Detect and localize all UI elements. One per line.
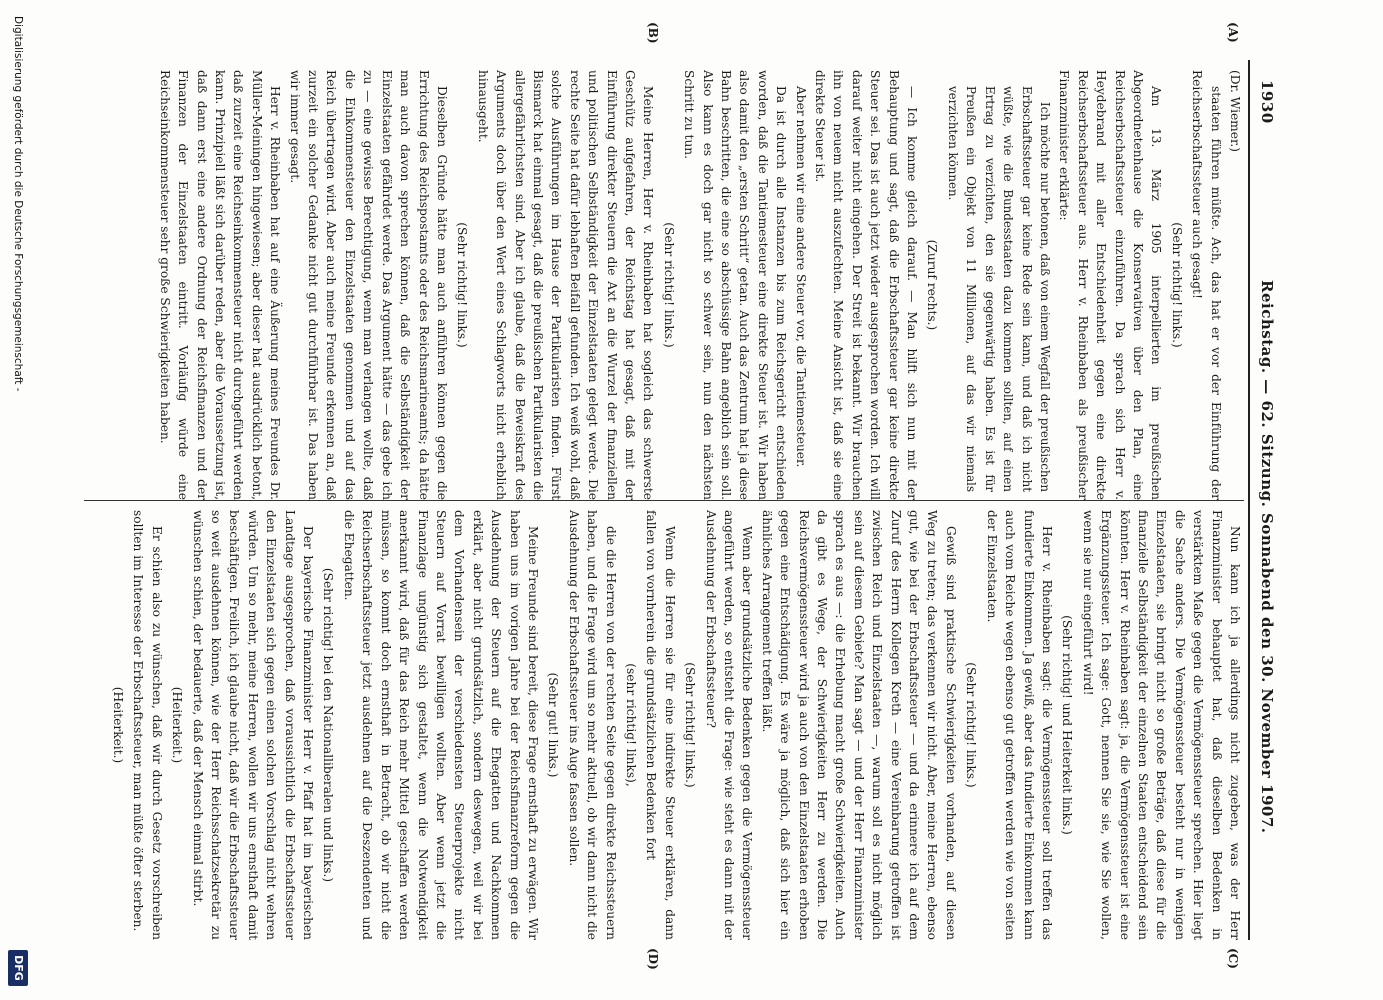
margin-mark-b: (B) xyxy=(646,22,660,44)
paragraph: Wenn aber grundsätzliche Bedenken gegen die Vermögenssteuer angeführt werden, so entsteht die Frage: wie steht es dann mit der Ausdehnung der Erbschaftssteuer? xyxy=(703,510,755,940)
dfg-logo: DFG xyxy=(8,950,28,986)
interjection: (Sehr richtig! und Heiterkeit links.) xyxy=(1060,615,1075,835)
interjection: (Sehr richtig! links.) xyxy=(964,662,979,788)
paragraph: Meine Herren, Herr v. Rheinbaben hat sogleich das schwerste Geschütz aufgefahren, der Reichstag hat gesagt, daß mit der Einführung direkter Steuern die Axt an die Wurzel der finanziellen und politischen Selbständigkeit der Einzelstaaten gelegt werde. Die rechte Seite hat dafür lebhaften Beifall gefunden. Ich weiß wohl, daß solche Ausführungen im Hause der Partikularisten finden. Fürst Bismarck hat einmal gesagt, daß die preußischen Partikularisten die allergefährlichsten sind. Aber ich glaube, daß die Beweiskraft des Arguments doch über den Wert eines Schlagworts nicht erheblich hinausgeht. xyxy=(475,70,656,500)
paragraph: (Dr. Wiemer.) xyxy=(1228,70,1242,153)
paragraph: Am 13. März 1905 interpellierten im preußischen Abgeordnetenhause die Konservativen über den Plan, eine Reichserbschaftssteuer einzuführen. Da sprach sich Herr v. Heydebrand mit aller Entschiedenheit gegen eine direkte Reichserbschaftssteuer aus. Herr v. Rheinbaben als preußischer Finanzminister erklärte: xyxy=(1057,70,1164,500)
interjection: (Sehr richtig! links.) xyxy=(1169,222,1184,348)
page-header xyxy=(1248,20,1282,980)
paragraph: Da ist durch alle Instanzen bis zum Reichsgericht entschieden worden, daß die Tantiemesteuer eine direkte Steuer ist. Wir haben also damit den „ersten Schritt“ getan. Auch das Zentrum hat ja diese Bahn beschritten, die eine so abschüssige Bahn angeblich sein soll. Also kann es doch gar nicht so schwer sein, nun den nächsten Schritt zu tun. xyxy=(682,70,789,500)
interjection: (Sehr richtig! bei den Nationalliberalen und links.) xyxy=(321,567,336,883)
interjection: (Sehr richtig! links.) xyxy=(455,222,470,348)
paragraph: Herr v. Rheinbaben hat auf eine Äußerung meines Freundes Dr. Müller-Meiningen hingewiesen; aber dieser hat ausdrücklich betont, daß zurzeit eine Reichseinkommensteuer nicht durchgeführt werden kann. Prinzipiell läßt sich darüber reden, aber die Voraussetzung ist, daß dann erst eine andere Ordnung der Reichsfinanzen und der Finanzen der Einzelstaaten eintritt. Vorläufig würde eine Reichseinkommensteuer sehr große Schwierigkeiten haben. xyxy=(157,70,283,500)
paragraph: Dieselben Gründe hätte man auch anführen können gegen die Errichtung des Reichspostamts oder des Reichsmarineamts; da hätte man auch davon sprechen können, daß die Selbständigkeit der Einzelstaaten gefährdet werde. Das Argument hätte — das gebe ich zu — eine gewisse Berechtigung, wenn man verlangen wollte, daß die Einkommensteuer den Einzelstaaten genommen und auf das Reich übertragen wird. Aber auch meine Freunde erkennen an, daß zurzeit ein solcher Gedanke nicht gut durchführbar ist. Das haben wir immer gesagt. xyxy=(287,70,449,500)
paragraph: Nun kann ich ja allerdings nicht zugeben, was der Herr Finanzminister behauptet hat, daß dieselben Bedenken in verstärktem Maße gegen die Vermögenssteuer sprechen. Hier liegt die Sache anders. Die Vermögenssteuer besteht nur in wenigen Einzelstaaten, sie bringt nicht so große Beträge, daß diese für die finanzielle Selbständigkeit der einzelnen Staaten entscheidend sein könnten. Herr v. Rheinbaben sagt: ja, die Vermögenssteuer ist eine Ergänzungssteuer. Ich sage: Gott, nennen Sie sie, wie Sie wollen, wenn sie nur eingeführt wird! xyxy=(1080,510,1242,940)
paragraph: die die Herren von der rechten Seite gegen direkte Reichssteuern haben, und die Frage wird um so mehr aktuell, ob wir dann nicht die Ausdehnung der Erbschaftssteuer ins Auge fassen sollen. xyxy=(566,510,618,940)
digitization-footer xyxy=(4,10,28,990)
paragraph: Meine Freunde sind bereit, diese Frage ernsthaft zu erwägen. Wir haben uns im vorigen Jahre bei der Reichsfinanzreform gegen die Ausdehnung der Steuern auf die Ehegatten und Nachkommen erklärt, aber nicht grundsätzlich, sondern deswegen, weil wir bei dem Vorhandensein der verschiedensten Steuerprojekte nicht Steuern auf Vorrat bewilligen wollten. Aber wenn jetzt die Finanzlage ungünstig sich gestaltet, wenn die Notwendigkeit anerkannt wird, daß für das Reich mehr Mittel geschaffen werden müssen, so kommt doch ernsthaft in Betracht, ob wir nicht die Reichserbschaftssteuer jetzt ausdehnen auf die Deszendenten und die Ehegatten. xyxy=(341,510,540,940)
margin-mark-d: (D) xyxy=(646,948,660,970)
interjection: (Sehr richtig! links.) xyxy=(683,662,698,788)
paragraph: Herr v. Rheinbaben sagt: die Vermögenssteuer soll treffen das fundierte Einkommen. Ja gewiß, aber das fundierte Einkommen kann auch vom Reiche wegen ebenso gut getroffen werden wie von seiten der Einzelstaaten. xyxy=(984,510,1054,940)
interjection: (sehr richtig! links), xyxy=(624,663,638,787)
paragraph: staaten führen müßte. Ach, das hat er vor der Einführung der Reichserbschaftssteuer auch gesagt! xyxy=(1190,70,1223,500)
paragraph: Gewiß sind praktische Schwierigkeiten vorhanden, auf diesen Weg zu treten; das verkennen wir nicht. Aber, meine Herren, ebenso gut, wie bei der Erbschaftssteuer — und da erinnere ich auf dem Zuruf des Herrn Kollegen Kreth — eine Vereinbarung getroffen ist zwischen Reich und Einzelstaaten —, warum soll es nicht möglich sein auf diesem Gebiete? Man sagt — und der Herr Finanzminister sprach es aus —: die Erhebung macht große Schwierigkeiten. Auch da gibt es Wege, der Schwierigkeiten Herr zu werden. Die Reichsvermögenssteuer wird ja auch von den Einzelstaaten erhoben gegen eine Entschädigung. Es wäre ja möglich, daß sich hier ein ähnliches Arrangement treffen läßt. xyxy=(759,510,958,940)
interjection: (Sehr richtig! links.) xyxy=(661,222,676,348)
interjection: (Heiterkeit.) xyxy=(111,686,126,764)
right-column xyxy=(64,510,1244,940)
running-title: Reichstag. — 62. Sitzung. Sonnabend den 30. November 1907. xyxy=(1258,280,1276,834)
paragraph: Wenn die Herren sie für eine indirekte Steuer erklären, dann fallen von vornherein die grundsätzlichen Bedenken fort xyxy=(644,510,677,940)
interjection: (Sehr gut! links.) xyxy=(546,672,561,778)
margin-mark-a: (A) xyxy=(1226,22,1240,43)
left-column xyxy=(64,70,1244,500)
paragraph: — Ich komme gleich darauf. — Man hilft sich nun mit der Behauptung und sagt, daß die Erbschaftssteuer gar keine direkte Steuer sei. Das ist auch jetzt wieder ausgesprochen worden. Ich will darauf weiter nicht eingehen. Der Streit ist bekannt. Wir brauchen ihn von neuem nicht auszufechten. Meine Ansicht ist, daß sie eine direkte Steuer ist. xyxy=(813,70,920,500)
interjection: (Zuruf rechts.) xyxy=(925,239,940,331)
page-number: 1930 xyxy=(1258,80,1276,124)
header-rule xyxy=(1248,60,1250,940)
column-divider xyxy=(84,500,1244,501)
interjection: (Heiterkeit.) xyxy=(170,686,185,764)
funding-note: Digitalisierung gefördert durch die Deutsche Forschungsgemeinschaft - xyxy=(12,16,24,392)
paragraph: Ich möchte nur betonen, daß von einem Wegfall der preußischen Erbschaftssteuer gar keine Rede sein kann, und daß ich nicht wüßte, wie die Bundesstaaten dazu kommen sollten, auf einen Ertrag zu verzichten, den sie gegenwärtig haben. Es ist für Preußen ein Objekt von 11 Millionen, auf das wir niemals verzichten können. xyxy=(945,86,1052,492)
margin-mark-c: (C) xyxy=(1226,948,1240,969)
paragraph: Aber nehmen wir eine andere Steuer vor, die Tantiemesteuer. xyxy=(793,86,808,468)
paragraph: Er schien also zu wünschen, daß wir durch Gesetz vorschreiben sollten im Interesse der Erbschaftssteuer, man müßte öfter sterben. xyxy=(131,510,164,940)
paragraph: Der bayerische Finanzminister Herr v. Pfaff hat im bayerischen Landtage ausgesprochen, daß voraussichtlich die Erbschaftssteuer den Einzelstaaten sich gegen einen solchen Vorschlag nicht wehren würden. Um so mehr, meine Herren, wollen wir uns ernsthaft damit beschäftigen. Freilich, ich glaube nicht, daß wir die Erbschaftssteuer so weit ausdehnen können, wie der Herr Reichsschatzsekretär zu wünschen schien, der bedauerte, daß der Mensch einmal stirbt. xyxy=(190,510,316,940)
